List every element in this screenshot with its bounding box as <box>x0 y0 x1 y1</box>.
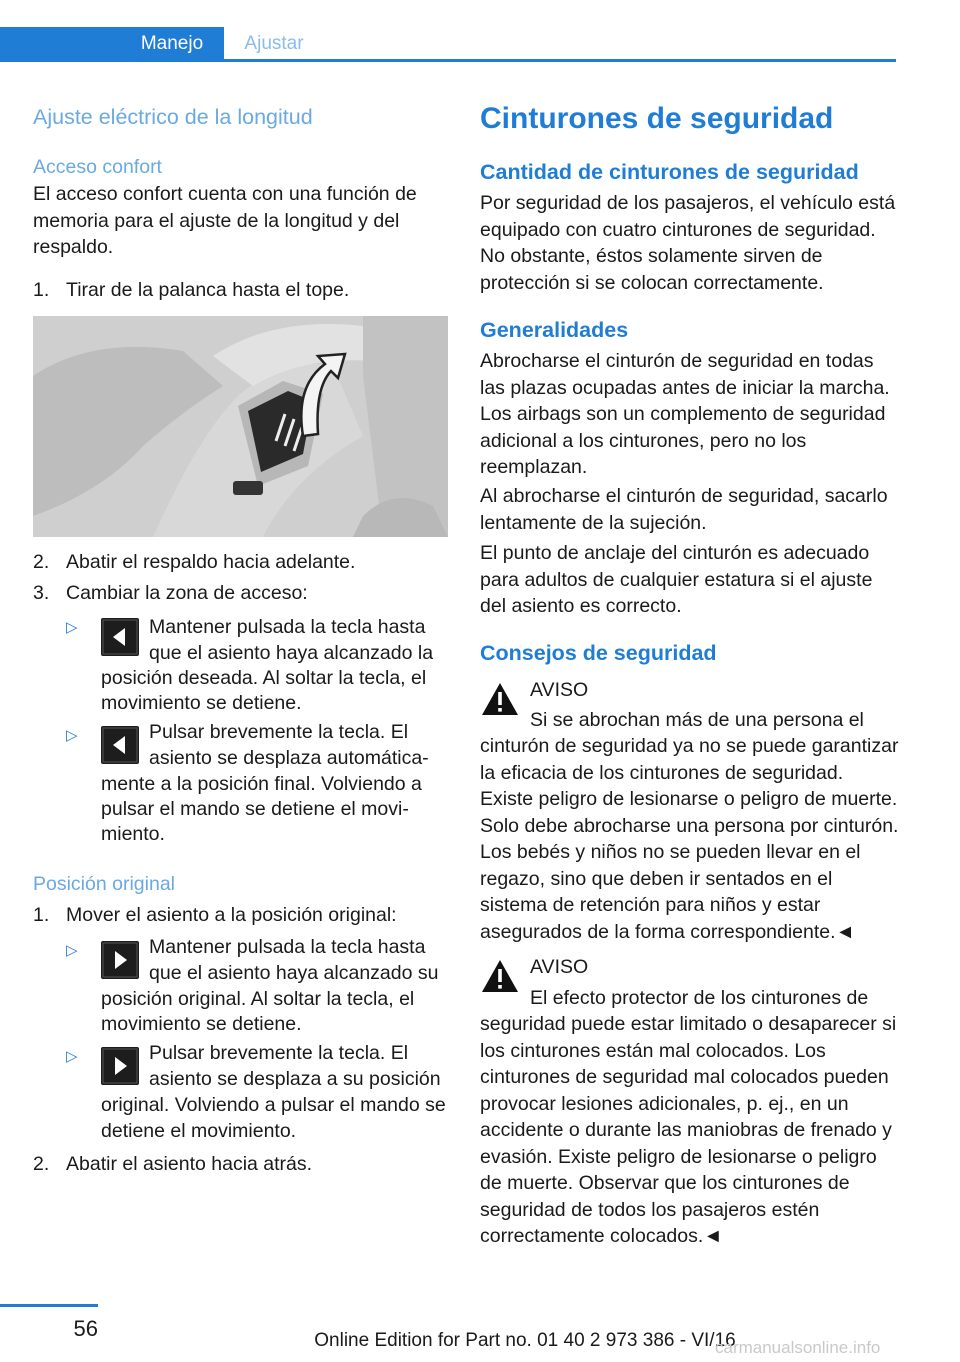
page-header <box>0 0 960 62</box>
paragraph-generalidades-1: Abrocharse el cinturón de seguridad en todas las plazas ocupadas antes de iniciar la marcha. Los airbags son un complemento de seguridad adicional a los cinturones, pero no los reemplazan. <box>480 350 890 478</box>
bullet-text-line: movimiento se detiene. <box>101 692 302 714</box>
step-number: 2. <box>33 551 50 573</box>
footer-rule <box>0 1304 98 1307</box>
bullet-triangle-icon: ▷ <box>66 727 78 744</box>
warning-triangle-icon <box>480 958 520 994</box>
heading-consejos: Consejos de seguridad <box>480 641 717 665</box>
paragraph-cantidad: Por seguridad de los pasajeros, el vehículo está equipado con cuatro cinturones de seguridad. No obstante, éstos solamente sirven de protección si se colocan correctamente. <box>480 192 896 294</box>
bullet-text-line: Pulsar brevemente la tecla. El <box>149 721 409 743</box>
step-text: Cambiar la zona de acceso: <box>66 582 308 604</box>
bullet-text-line: Pulsar brevemente la tecla. El <box>149 1042 409 1064</box>
step-number: 2. <box>33 1153 50 1175</box>
bullet-text-line: asiento se desplaza automática‐ <box>149 747 429 769</box>
subheading-posicion-original: Posición original <box>33 873 175 895</box>
heading-cantidad: Cantidad de cinturones de seguridad <box>480 160 859 184</box>
subheading-acceso-confort: Acceso confort <box>33 156 162 178</box>
tab-manejo[interactable]: Manejo <box>120 27 224 60</box>
bullet-text-line: que el asiento haya alcanzado la <box>149 642 434 664</box>
bullet-text-line: Mantener pulsada la tecla hasta <box>149 936 426 958</box>
bullet-triangle-icon: ▷ <box>66 1048 78 1065</box>
bullet-text-line: asiento se desplaza a su posición <box>149 1068 441 1090</box>
arrow-left-key-icon <box>101 726 139 764</box>
bullet-text-line: Mantener pulsada la tecla hasta <box>149 616 426 638</box>
step-number: 3. <box>33 582 50 604</box>
bullet-text-line: que el asiento haya alcanzado su <box>149 962 439 984</box>
warning-text: cinturón de seguridad ya no se puede garantizar la eficacia de los cinturones de seguridad. Existe peligro de lesionarse o peligro de muerte. Solo debe abrocharse una persona por cinturón. Los bebés y niños no se pueden llevar en el regazo, sino que deben ir sentados en el sistema de retención para niños y estar asegurados de la forma correspondiente.◄ <box>480 735 899 943</box>
header-rule <box>0 59 896 62</box>
arrow-left-key-icon <box>101 618 139 656</box>
bullet-text-line: miento. <box>101 823 165 845</box>
heading-generalidades: Generalidades <box>480 318 629 342</box>
bullet-text-line: posición deseada. Al soltar la tecla, el <box>101 667 427 689</box>
warning-triangle-icon <box>480 681 520 717</box>
header-accent-block <box>0 27 120 60</box>
step-number: 1. <box>33 279 50 301</box>
arrow-right-key-icon <box>101 1047 139 1085</box>
warning-title: AVISO <box>530 956 589 978</box>
section-heading: Ajuste eléctrico de la longitud <box>33 105 313 129</box>
warning-first-line: El efecto protector de los cinturones de <box>530 987 869 1009</box>
bullet-triangle-icon: ▷ <box>66 942 78 959</box>
step-text: Abatir el respaldo hacia adelante. <box>66 551 356 573</box>
seat-lever-illustration <box>33 316 448 537</box>
page-number: 56 <box>73 1316 98 1341</box>
page-title: Cinturones de seguridad <box>480 102 834 135</box>
bullet-text-line: detiene el movimiento. <box>101 1120 297 1142</box>
bullet-text-line: mente a la posición final. Volviendo a <box>101 773 422 795</box>
step-text: Abatir el asiento hacia atrás. <box>66 1153 313 1175</box>
bullet-text-line: original. Volviendo a pulsar el mando se <box>101 1094 446 1116</box>
warning-title: AVISO <box>530 679 589 701</box>
tab-ajustar[interactable]: Ajustar <box>244 33 304 54</box>
step-number: 1. <box>33 904 50 926</box>
watermark: carmanualsonline.info <box>715 1338 881 1357</box>
bullet-text-line: posición original. Al soltar la tecla, el <box>101 988 415 1010</box>
arrow-right-key-icon <box>101 941 139 979</box>
step-text: Tirar de la palanca hasta el tope. <box>66 279 350 301</box>
step-text: Mover el asiento a la posición original: <box>66 904 397 926</box>
edition-note: Online Edition for Part no. 01 40 2 973 386 - VI/16 <box>314 1330 736 1351</box>
intro-paragraph: El acceso confort cuenta con una función de memoria para el ajuste de la longitud y del respaldo. <box>33 183 417 258</box>
bullet-triangle-icon: ▷ <box>66 619 78 636</box>
warning-first-line: Si se abrochan más de una persona el <box>530 709 864 731</box>
warning-text: seguridad puede estar limitado o desaparecer si los cinturones están mal colocados. Los cinturones de seguridad mal colocados pueden provocar lesiones adicionales, p. ej., en un accidente o durante las maniobras de frenado y evasión. Existe peligro de lesionarse o peligro de muerte. Observar que los cinturones de seguridad de todos los pasajeros estén correctamente colocados.◄ <box>480 1013 897 1247</box>
paragraph-generalidades-2: Al abrocharse el cinturón de seguridad, sacarlo lentamente de la sujeción. <box>480 485 888 534</box>
bullet-text-line: movimiento se detiene. <box>101 1013 302 1035</box>
paragraph-generalidades-3: El punto de anclaje del cinturón es adecuado para adultos de cualquier estatura si el ajuste del asiento es correcto. <box>480 542 873 617</box>
bullet-text-line: pulsar el mando se detiene el movi‐ <box>101 798 409 820</box>
